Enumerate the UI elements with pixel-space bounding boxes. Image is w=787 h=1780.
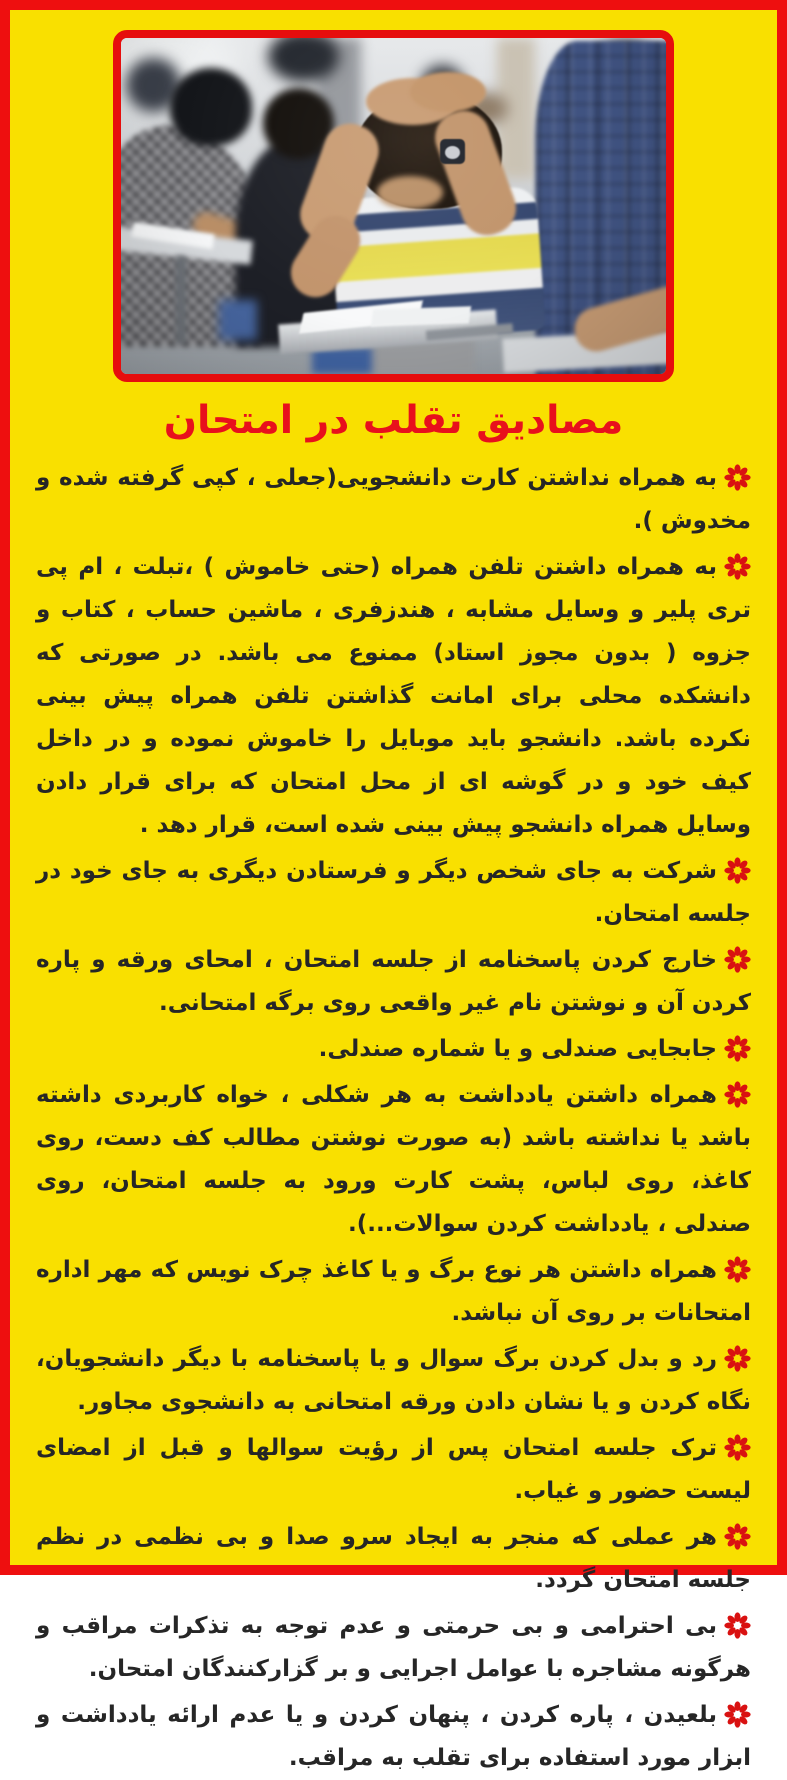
list-item [36,1074,751,1246]
list-item [36,1516,751,1602]
flower-bullet-icon [717,1249,751,1292]
list-item [36,939,751,1025]
flower-bullet-icon [717,1028,751,1071]
list-item-text: جابجایی صندلی و یا شماره صندلی. [318,1036,717,1062]
flower-bullet-icon [717,546,751,589]
flower-bullet-icon [717,1074,751,1117]
list-item-text: بی احترامی و بی حرمتی و عدم توجه به تذکرات مراقب و هرگونه مشاجره با عوامل اجرایی و بر گزارکنندگان امتحان. [36,1613,751,1682]
flower-bullet-icon [717,1694,751,1737]
list-item-text: هر عملی که منجر به ایجاد سرو صدا و بی نظمی در نظم جلسه امتحان گردد. [36,1524,751,1593]
list-item [36,1028,751,1071]
list-item [36,457,751,543]
flower-bullet-icon [717,1338,751,1381]
list-item [36,1338,751,1424]
list-item-text: به همراه داشتن تلفن همراه (حتی خاموش ) ،تبلت ، ام پی تری پلیر و وسایل مشابه ، هندزفری ، ماشین حساب ، کتاب و جزوه ( بدون مجوز استاد) ممنوع می باشد. در صورتی که دانشکده محلی برای امانت گذاشتن تلفن همراه پیش بینی نکرده باشد. دانشجو باید موبایل را خاموش نموده و در داخل کیف خود و در گوشه ای از محل امتحان که برای قرار دادن وسایل همراه دانشجو پیش بینی شده است، قرار دهد . [36,554,751,838]
list-item-text: همراه داشتن یادداشت به هر شکلی ، خواه کاربردی داشته باشد یا نداشته باشد (به صورت نوشتن مطالب کف دست، روی کاغذ، روی لباس، پشت کارت ورود به جلسه امتحان، روی صندلی ، یادداشت کردن سوالات...). [36,1082,751,1237]
flower-bullet-icon [717,850,751,893]
flower-bullet-icon [717,939,751,982]
list-item-text: بلعیدن ، پاره کردن ، پنهان کردن و یا عدم ارائه یادداشت و ابزار مورد استفاده برای تقلب به مراقب. [36,1702,751,1771]
list-item-text: رد و بدل کردن برگ سوال و یا پاسخنامه با دیگر دانشجویان، نگاه کردن و یا نشان دادن ورقه امتحانی به دانشجوی مجاور. [36,1346,751,1415]
list-item-text: همراه داشتن هر نوع برگ و یا کاغذ چرک نویس که مهر اداره امتحانات بر روی آن نباشد. [36,1257,751,1326]
list-item-text: شرکت به جای شخص دیگر و فرستادن دیگری به جای خود در جلسه امتحان. [36,858,751,927]
flower-bullet-icon [717,1516,751,1559]
flower-bullet-icon [717,1605,751,1648]
list-item-text: خارج کردن پاسخنامه از جلسه امتحان ، امحای ورقه و پاره کردن آن و نوشتن نام غیر واقعی روی برگه امتحانی. [36,947,751,1016]
list-item [36,1427,751,1513]
list-item [36,850,751,936]
photo-vignette [121,38,666,374]
list-item [36,1249,751,1335]
list-item [36,546,751,847]
list-item [36,1605,751,1691]
flower-bullet-icon [717,457,751,500]
list-item-text: به همراه نداشتن کارت دانشجویی(جعلی ، کپی گرفته شده و مخدوش ). [36,465,751,534]
page-title: مصادیق تقلب در امتحان [163,398,624,443]
flower-bullet-icon [717,1427,751,1470]
list-item-text: ترک جلسه امتحان پس از رؤیت سوالها و قبل از امضای لیست حضور و غیاب. [36,1435,751,1504]
exam-hall-scene [121,38,666,374]
list-item [36,1694,751,1780]
exam-hall-photo [113,30,674,382]
items-list [36,457,751,1780]
